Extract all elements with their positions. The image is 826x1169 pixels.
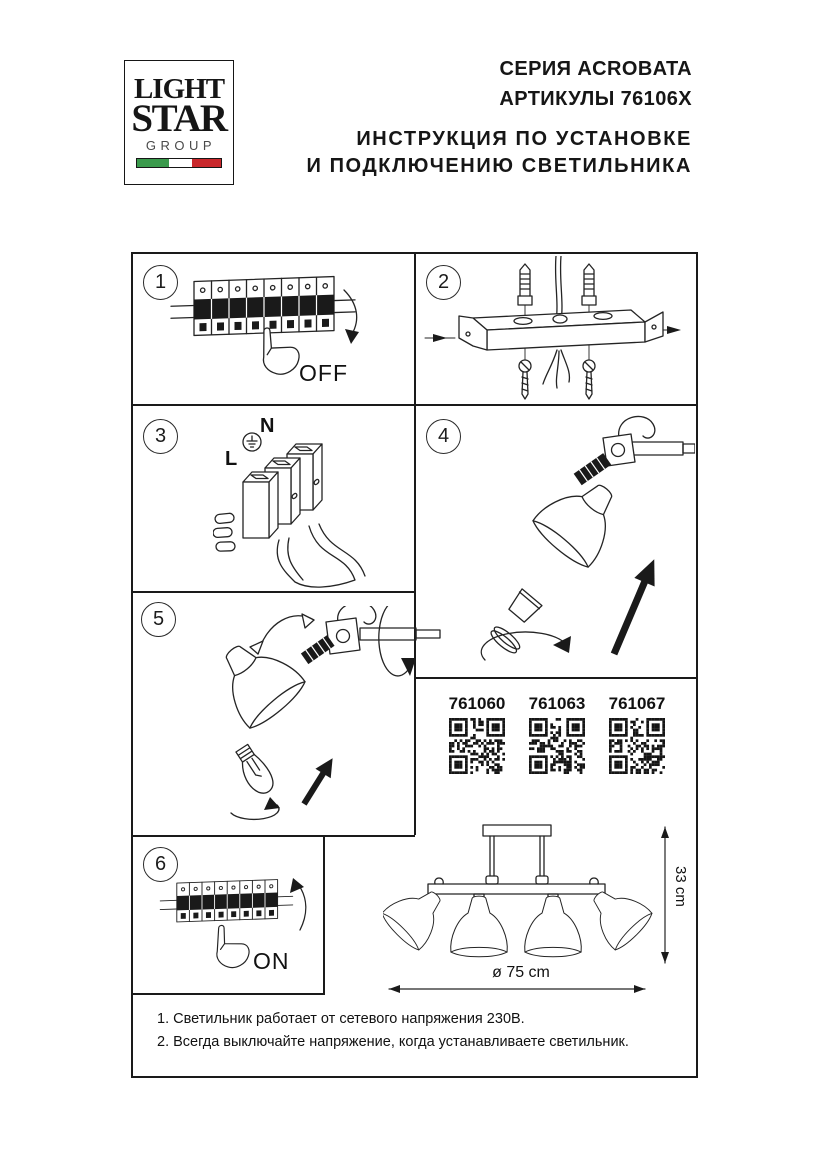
note-2: 2. Всегда выключайте напряжение, когда устанавливаете светильник. bbox=[157, 1034, 629, 1050]
bracket-body bbox=[459, 310, 663, 350]
pointing-hand-icon bbox=[254, 321, 303, 379]
note-1: 1. Светильник работает от сетевого напряжения 230В. bbox=[157, 1011, 525, 1027]
italian-flag bbox=[136, 158, 222, 168]
divider-panel6-bottom bbox=[133, 993, 325, 995]
logo-word-light: LIGHT bbox=[133, 73, 225, 105]
qr-code bbox=[529, 718, 585, 774]
screw-icon bbox=[583, 360, 595, 399]
on-label: ON bbox=[253, 948, 290, 974]
breaker-on-illustration bbox=[138, 842, 325, 992]
qr-code bbox=[609, 718, 665, 774]
terminal-block-icon bbox=[243, 444, 322, 538]
socket-sleeve bbox=[507, 589, 542, 624]
wire-stub-icons bbox=[213, 513, 235, 551]
series-title: СЕРИЯ ACROBATA bbox=[499, 58, 692, 80]
article-code: 761060 bbox=[448, 694, 506, 713]
step-3-number: 3 bbox=[143, 419, 178, 454]
shade-small bbox=[451, 896, 508, 957]
flag-white bbox=[169, 159, 193, 167]
lightstar-logo bbox=[124, 60, 234, 185]
step-1-number: 1 bbox=[143, 265, 178, 300]
divider-row2-left bbox=[133, 591, 415, 593]
live-wire-label: L bbox=[225, 448, 238, 470]
bulb-installation-illustration bbox=[158, 606, 443, 834]
article-code: 761063 bbox=[528, 694, 586, 713]
terminal-wiring-illustration bbox=[213, 430, 443, 589]
step-4-number: 4 bbox=[426, 419, 461, 454]
step-2-number: 2 bbox=[426, 265, 461, 300]
pointing-hand-icon bbox=[210, 920, 253, 971]
shade-small bbox=[525, 896, 582, 957]
qr-code bbox=[449, 718, 505, 774]
shade-small bbox=[383, 877, 455, 953]
logo-word-star: STAR bbox=[131, 97, 227, 140]
instruction-subtitle-2: И ПОДКЛЮЧЕНИЮ СВЕТИЛЬНИКА bbox=[306, 155, 692, 177]
instruction-board bbox=[131, 252, 698, 1078]
step-6-number: 6 bbox=[143, 847, 178, 882]
instruction-subtitle-1: ИНСТРУКЦИЯ ПО УСТАНОВКЕ bbox=[356, 128, 692, 150]
diameter-dimension-label: ø 75 cm bbox=[492, 964, 550, 981]
lamp-shade bbox=[204, 627, 310, 733]
shade-ring bbox=[488, 624, 522, 656]
shade-assembly-illustration bbox=[423, 412, 695, 674]
mounting-bracket-illustration bbox=[423, 256, 685, 402]
divider-row1 bbox=[133, 404, 696, 406]
screw-icon bbox=[519, 360, 531, 399]
logo-word-group: GROUP bbox=[145, 138, 217, 153]
document-title bbox=[306, 54, 692, 180]
step-5-number: 5 bbox=[141, 602, 176, 637]
articles-title: АРТИКУЛЫ 76106X bbox=[499, 88, 692, 110]
candle-bulb-icon bbox=[230, 743, 278, 799]
off-label: OFF bbox=[299, 360, 348, 386]
neutral-wire-label: N bbox=[260, 415, 275, 437]
shade-small bbox=[579, 877, 655, 953]
divider-row3-left bbox=[133, 835, 415, 837]
article-code: 761067 bbox=[608, 694, 666, 713]
divider-row2-right bbox=[414, 677, 696, 679]
breaker-off-illustration bbox=[168, 272, 403, 400]
flag-green bbox=[137, 159, 169, 167]
earth-symbol-icon bbox=[243, 433, 261, 451]
height-dimension-label: 33 cm bbox=[672, 866, 689, 907]
flag-red bbox=[192, 159, 221, 167]
